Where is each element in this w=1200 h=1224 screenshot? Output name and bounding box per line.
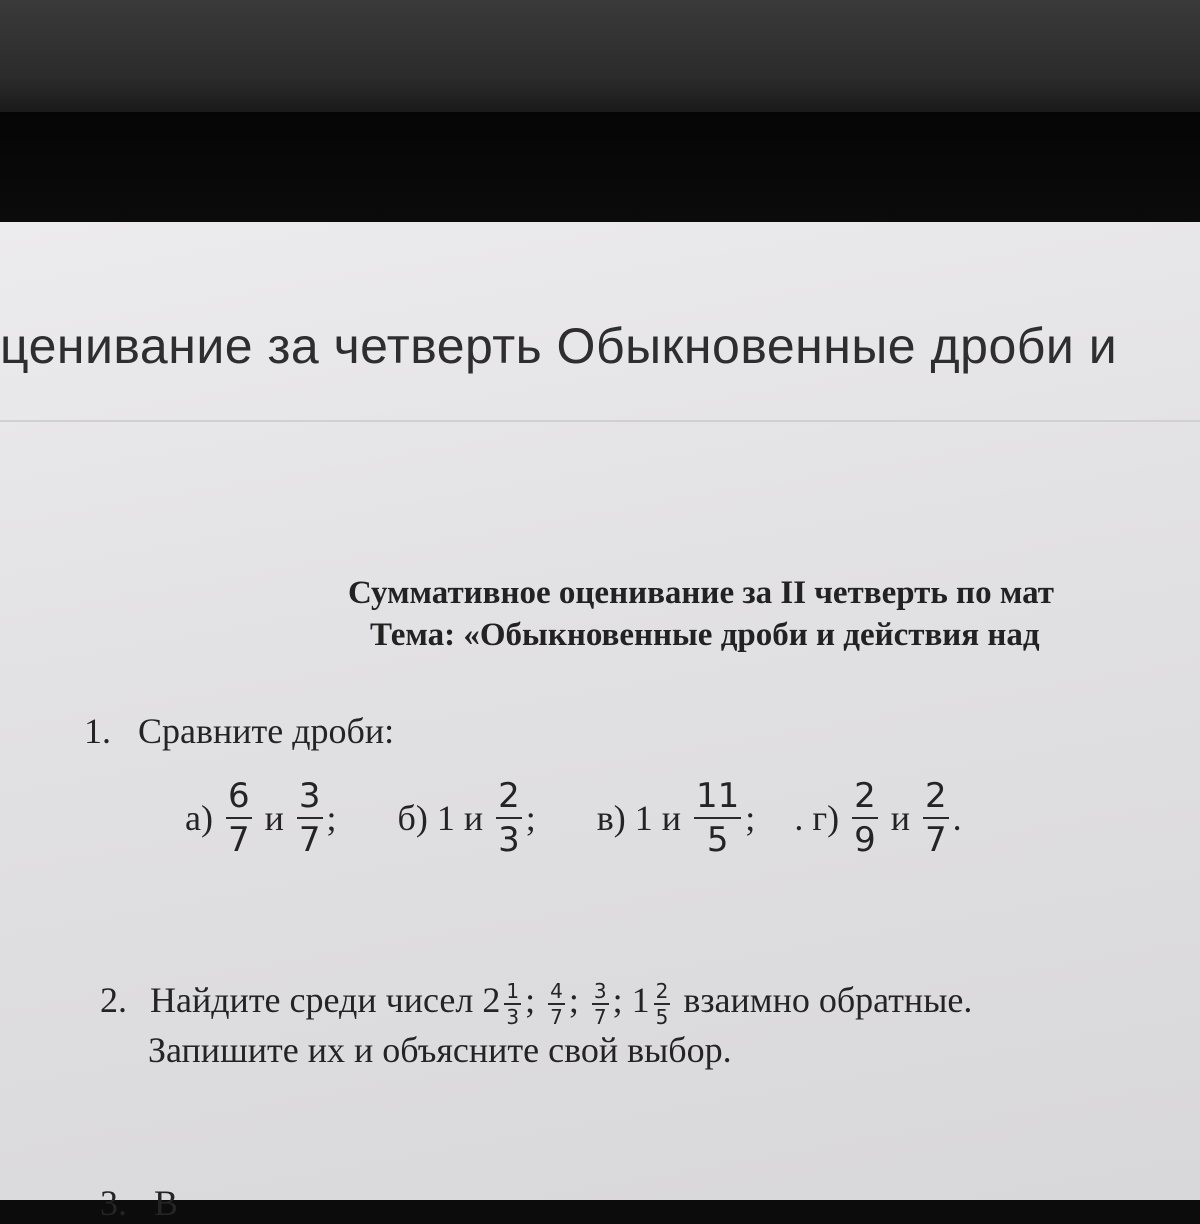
task-text: Найдите среди чисел (150, 980, 474, 1020)
fraction (226, 776, 252, 860)
numerator: 2 (924, 776, 947, 816)
fraction (923, 776, 949, 860)
separator: ; (525, 980, 536, 1020)
part-label: а) (185, 798, 213, 838)
fraction-bar (923, 817, 949, 819)
punctuation: ; (745, 798, 756, 838)
document-title-line2: Тема: «Обыкновенные дроби и действия над (370, 617, 1040, 653)
separator: ; (568, 980, 579, 1020)
numerator: 3 (593, 978, 607, 1003)
task-1-part-b (397, 776, 536, 860)
fraction-bar (694, 817, 741, 819)
whole-part: 2 (482, 980, 501, 1020)
part-label: б) 1 (397, 798, 455, 838)
divider (0, 420, 1200, 422)
fraction (852, 776, 878, 860)
part-label: в) 1 (596, 798, 653, 838)
task-3 (100, 1182, 179, 1223)
separator: ; (612, 980, 623, 1020)
task-2 (100, 977, 972, 1073)
document-title-line1: Суммативное оценивание за II четверть по мат (348, 575, 1054, 611)
conjunction: и (661, 798, 682, 838)
fraction (654, 978, 671, 1029)
punctuation: . (952, 798, 962, 838)
denominator: 5 (706, 820, 729, 860)
numerator: 2 (498, 776, 520, 816)
fraction-bar (226, 817, 252, 819)
denominator: 5 (655, 1004, 669, 1029)
denominator: 7 (550, 1004, 563, 1029)
numerator: 3 (298, 776, 321, 816)
punctuation: ; (525, 798, 536, 838)
numerator: 6 (227, 776, 250, 816)
task-text: Сравните дроби: (138, 711, 395, 751)
task-1-part-d (794, 776, 962, 860)
conjunction: и (463, 798, 484, 838)
denominator: 7 (924, 820, 947, 860)
fraction (504, 978, 521, 1029)
fraction (496, 776, 522, 860)
fraction-bar (297, 817, 323, 819)
conjunction: и (264, 798, 284, 838)
numerator: 1 (506, 978, 520, 1003)
screen (0, 222, 1200, 1223)
denominator: 7 (227, 820, 250, 860)
conjunction: и (890, 798, 910, 838)
document-title (348, 572, 1054, 656)
task-2-line1 (100, 977, 972, 1027)
denominator: 3 (498, 820, 520, 860)
task-number: 3. (100, 1183, 127, 1223)
denominator: 3 (506, 1004, 520, 1029)
background-surface (0, 0, 1200, 112)
punctuation: ; (326, 798, 337, 838)
numerator: 4 (550, 978, 563, 1003)
page-title: ценивание за четверть Обыкновенные дроби и (0, 318, 1118, 374)
task-number: 2. (100, 980, 127, 1020)
fraction (297, 776, 323, 860)
task-1-part-a (185, 776, 337, 860)
denominator: 7 (593, 1004, 607, 1029)
fraction (592, 978, 609, 1029)
numerator: 11 (696, 776, 740, 816)
task-text: В (154, 1183, 179, 1223)
fraction-bar (496, 817, 522, 819)
task-1 (84, 710, 394, 752)
whole-part: 1 (631, 980, 650, 1020)
fraction-bar (852, 817, 878, 819)
monitor-bezel (0, 112, 1200, 222)
fraction (548, 978, 565, 1029)
part-label: . г) (794, 798, 840, 838)
task-text-end: взаимно обратные. (683, 980, 973, 1020)
task-1-parts (185, 776, 962, 860)
numerator: 2 (854, 776, 876, 816)
numerator: 2 (655, 978, 669, 1003)
denominator: 7 (298, 820, 321, 860)
task-1-part-c (596, 776, 756, 860)
fraction (694, 776, 741, 860)
denominator: 9 (854, 820, 876, 860)
task-number: 1. (84, 711, 111, 751)
task-2-line2: Запишите их и объясните свой выбор. (148, 1029, 732, 1070)
